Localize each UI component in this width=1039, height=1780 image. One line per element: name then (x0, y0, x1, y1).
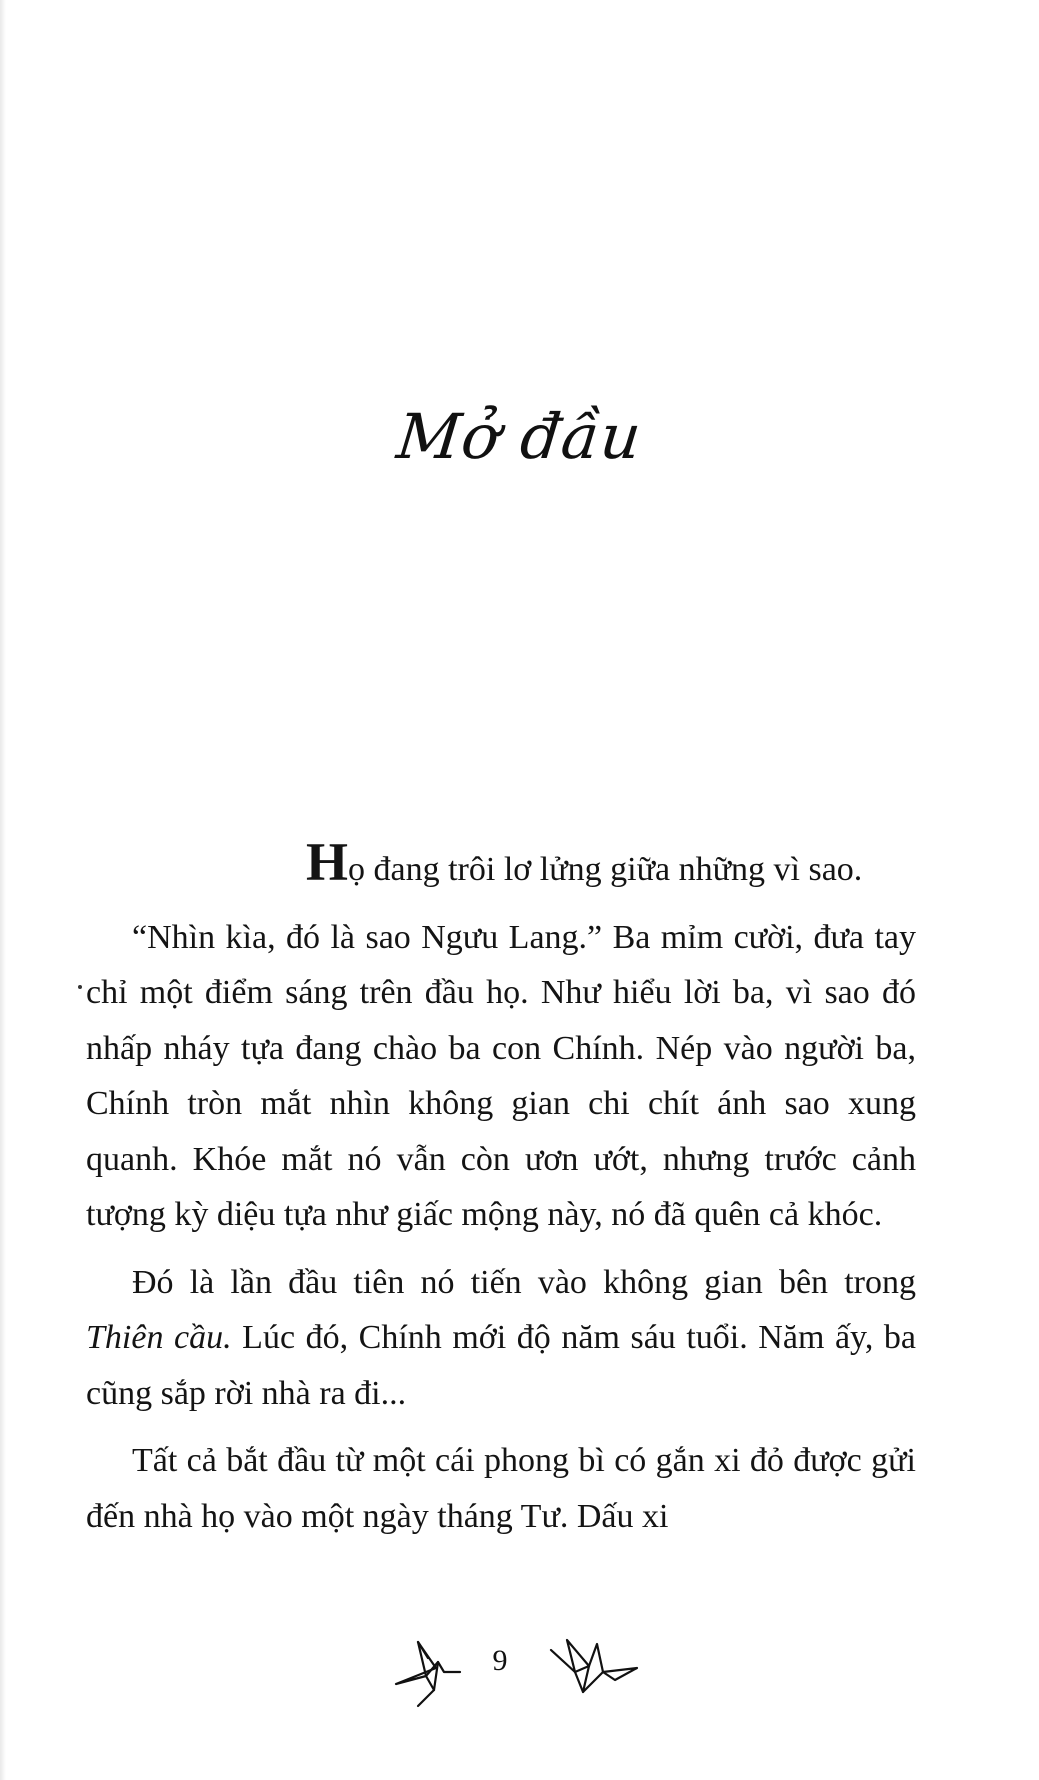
paragraph-1-text: ọ đang trôi lơ lửng giữa những vì sao. (348, 851, 863, 888)
body-text (86, 832, 916, 1556)
paragraph-3 (86, 1255, 916, 1422)
paragraph-3-text-before: Đó là lần đầu tiên nó tiến vào không gian bên trong (132, 1263, 916, 1301)
paper-crane-icon (388, 1632, 468, 1712)
paragraph-2: “Nhìn kìa, đó là sao Ngưu Lang.” Ba mỉm cười, đưa tay chỉ một điểm sáng trên đầu họ. Như hiểu lời ba, vì sao đó nhấp nháy tựa đang chào ba con Chính. Nép vào người ba, Chính tròn mắt nhìn không gian chi chít ánh sao xung quanh. Khóe mắt nó vẫn còn ươn ướt, nhưng trước cảnh tượng kỳ diệu tựa như giấc mộng này, nó đã quên cả khóc. (86, 918, 916, 1233)
paragraph-3-text-after: Lúc đó, Chính mới độ năm sáu tuổi. Năm ấy, ba cũng sắp rời nhà ra đi... (86, 1319, 916, 1412)
page-footer (0, 1632, 1039, 1712)
drop-cap: H (306, 832, 349, 892)
paragraph-3-italic: Thiên cầu. (86, 1319, 232, 1356)
ink-speck (78, 985, 82, 989)
paragraph-4: Tất cả bắt đầu từ một cái phong bì có gắn xi đỏ được gửi đến nhà họ vào một ngày tháng Tư. Dấu xi (86, 1442, 916, 1535)
chapter-title: Mở đầu (393, 400, 646, 473)
paper-crane-icon (545, 1632, 645, 1702)
paragraph-1 (86, 832, 916, 898)
page-number: 9 (492, 1644, 508, 1677)
page-edge-shadow (0, 0, 6, 1780)
